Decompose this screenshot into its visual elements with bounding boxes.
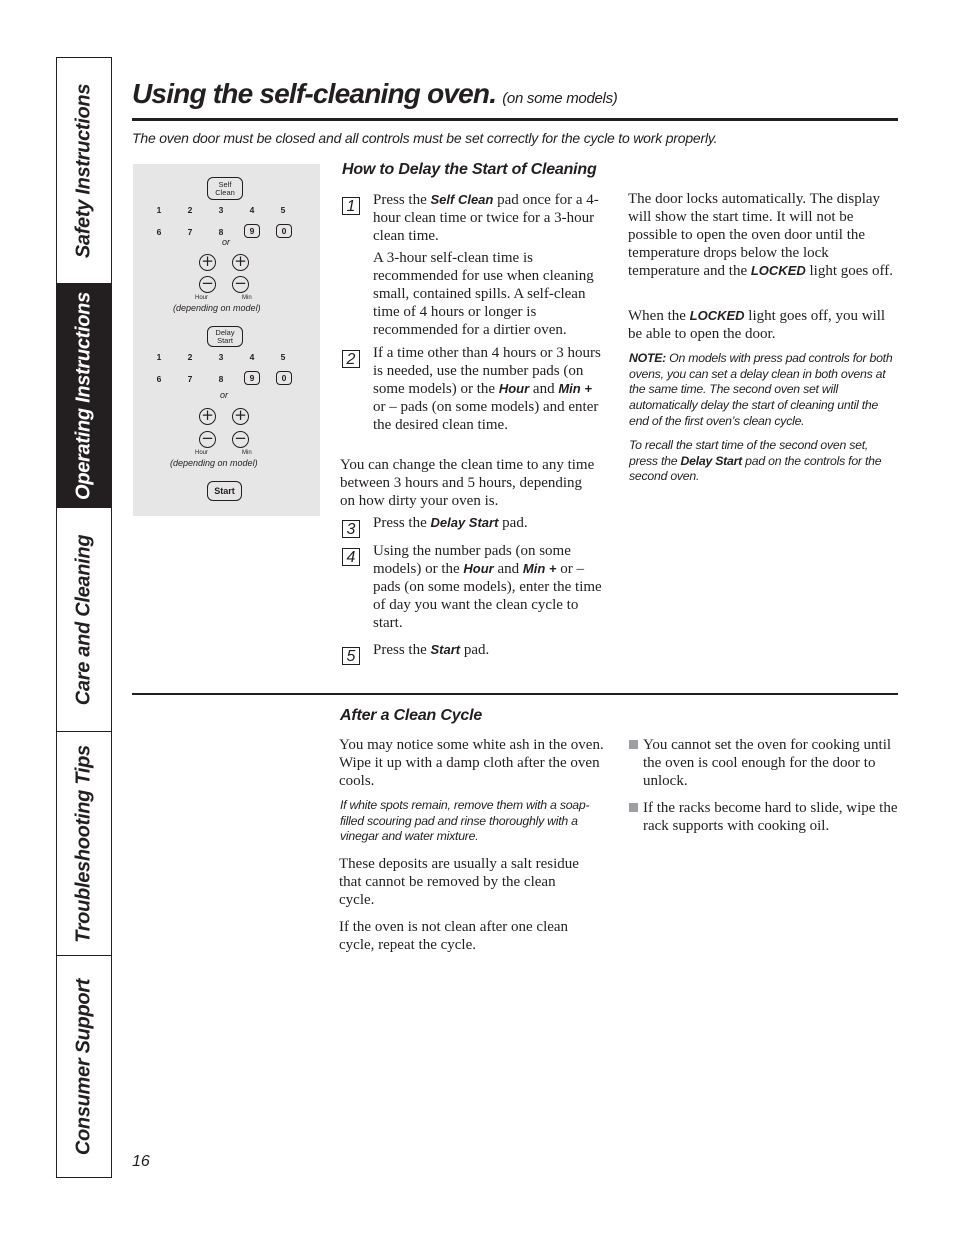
tab-safety-instructions[interactable] bbox=[57, 58, 111, 284]
minus-icon: − bbox=[232, 276, 249, 293]
bullet-cannot-set-text: You cannot set the oven for cooking until the oven is cool enough for the door to unlock. bbox=[643, 737, 892, 789]
plus-icon: + bbox=[199, 254, 216, 271]
text: pad once for a 4-hour clean time or twice for a 3-hour clean time. bbox=[373, 192, 599, 244]
minus-icon: − bbox=[232, 431, 249, 448]
delay-start-pad bbox=[207, 326, 243, 347]
text: pad. bbox=[498, 515, 528, 531]
emphasis: Hour bbox=[498, 381, 530, 396]
number-pad: 8 bbox=[218, 374, 224, 384]
emphasis: Hour bbox=[463, 561, 494, 576]
delay-heading: How to Delay the Start of Cleaning bbox=[342, 161, 597, 178]
step-number: 5 bbox=[342, 647, 360, 665]
side-tab-bar bbox=[56, 57, 112, 1178]
locked-light-text bbox=[628, 307, 896, 343]
or-label: or bbox=[220, 390, 229, 400]
minus-icon: − bbox=[199, 431, 216, 448]
tab-label: Safety Instructions bbox=[72, 83, 95, 258]
intro-text: The oven door must be closed and all controls must be set correctly for the cycle to work properly. bbox=[132, 130, 718, 146]
pad-label: Delay bbox=[215, 327, 235, 337]
text: Using the number pads (on some models) or the bbox=[373, 543, 571, 577]
emphasis: LOCKED bbox=[750, 263, 806, 278]
text: When the bbox=[628, 308, 690, 324]
text: or – pads (on some models) and enter the desired clean time. bbox=[373, 399, 599, 433]
plus-icon: + bbox=[232, 408, 249, 425]
number-pad: 7 bbox=[187, 374, 193, 384]
min-label: Min bbox=[242, 295, 252, 301]
deposits-text: These deposits are usually a salt residue that cannot be removed by the clean cycle. bbox=[339, 856, 579, 908]
page-number: 16 bbox=[132, 1153, 150, 1170]
pad-label: Start bbox=[217, 335, 233, 345]
number-pad: 5 bbox=[280, 205, 286, 215]
or-label: or bbox=[222, 237, 231, 247]
text: and bbox=[493, 561, 523, 577]
white-ash-text: You may notice some white ash in the oven. Wipe it up with a damp cloth after the oven cools. bbox=[339, 737, 604, 789]
step-1-text bbox=[373, 191, 601, 245]
step-number: 4 bbox=[342, 548, 360, 566]
number-pad: 9 bbox=[244, 224, 260, 238]
step-5-text bbox=[373, 641, 603, 659]
text: and bbox=[529, 381, 559, 397]
number-pad: 3 bbox=[218, 352, 224, 362]
number-pad: 6 bbox=[156, 227, 162, 237]
step-number: 2 bbox=[342, 350, 360, 368]
number-pad: 0 bbox=[276, 371, 292, 385]
white-spots-text: If white spots remain, remove them with a soap-filled scouring pad and rinse thoroughly with a vinegar and water mixture. bbox=[340, 798, 590, 844]
page-title-text: Using the self-cleaning oven. bbox=[132, 78, 497, 109]
number-pad: 1 bbox=[156, 352, 162, 362]
number-pad: 6 bbox=[156, 374, 162, 384]
tab-label: Consumer Support bbox=[72, 978, 95, 1155]
depending-on-model-label: (depending on model) bbox=[173, 303, 261, 313]
number-pad: 1 bbox=[156, 205, 162, 215]
note-label: NOTE: bbox=[629, 351, 667, 365]
tab-troubleshooting-tips[interactable] bbox=[57, 732, 111, 956]
page-title bbox=[132, 78, 617, 110]
text: Press the bbox=[373, 642, 431, 658]
emphasis: Min + bbox=[558, 381, 592, 396]
number-pad: 7 bbox=[187, 227, 193, 237]
plus-icon: + bbox=[232, 254, 249, 271]
text: On models with press pad controls for both ovens, you can set a delay clean in both ovens at the same time. The second oven set will automatically delay the start of cleaning until the end of the first oven’s clean cycle. bbox=[629, 351, 893, 428]
number-pad: 0 bbox=[276, 224, 292, 238]
pad-label: Self bbox=[218, 179, 232, 189]
number-pad: 4 bbox=[249, 205, 255, 215]
text: pad. bbox=[460, 642, 490, 658]
text: To recall the start time of the second oven set, press the bbox=[629, 438, 869, 468]
after-heading: After a Clean Cycle bbox=[340, 707, 483, 724]
number-pad: 3 bbox=[218, 205, 224, 215]
page-subtitle: (on some models) bbox=[502, 90, 618, 107]
plus-icon: + bbox=[199, 408, 216, 425]
tab-label: Care and Cleaning bbox=[72, 534, 95, 705]
tab-consumer-support[interactable] bbox=[57, 956, 111, 1177]
door-locks-text bbox=[628, 190, 898, 280]
bullet-racks-text: If the racks become hard to slide, wipe the rack supports with cooking oil. bbox=[643, 800, 898, 834]
tab-care-and-cleaning[interactable] bbox=[57, 508, 111, 732]
text: light goes off. bbox=[805, 263, 893, 279]
minus-icon: − bbox=[199, 276, 216, 293]
text: The door locks automatically. The display will show the start time. It will not be possible to open the oven door until the temperature drops below the lock temperature and the bbox=[628, 191, 881, 279]
text: If a time other than 4 hours or 3 hours is needed, use the number pads (on some models) or the bbox=[373, 345, 601, 397]
start-pad bbox=[207, 481, 242, 501]
number-pad: 4 bbox=[249, 352, 255, 362]
text: Press the bbox=[373, 192, 431, 208]
number-pad: 9 bbox=[244, 371, 260, 385]
number-pad: 5 bbox=[280, 352, 286, 362]
recall-text bbox=[629, 438, 897, 485]
step-1-detail: A 3-hour self-clean time is recommended for use when cleaning small, contained spills. A self-clean time of 4 hours or longer is recommended for a dirtier oven. bbox=[373, 250, 594, 338]
bullet-square-icon bbox=[629, 803, 638, 812]
note-text bbox=[629, 351, 897, 430]
self-clean-pad bbox=[207, 177, 243, 200]
number-pad: 2 bbox=[187, 352, 193, 362]
hour-label: Hour bbox=[195, 450, 209, 456]
emphasis: Delay Start bbox=[680, 453, 742, 468]
text: Press the bbox=[373, 515, 431, 531]
title-divider bbox=[132, 118, 898, 121]
emphasis: Start bbox=[430, 642, 461, 657]
step-2-text bbox=[373, 344, 607, 434]
text: light goes off, you will be able to open the door. bbox=[628, 308, 886, 342]
hour-label: Hour bbox=[195, 295, 209, 301]
pad-label: Clean bbox=[215, 187, 235, 197]
bullet-square-icon bbox=[629, 740, 638, 749]
number-pad: 2 bbox=[187, 205, 193, 215]
repeat-cycle-text: If the oven is not clean after one clean cycle, repeat the cycle. bbox=[339, 919, 569, 953]
pad-label: Start bbox=[214, 486, 235, 496]
step-number: 3 bbox=[342, 520, 360, 538]
emphasis: Self Clean bbox=[430, 192, 494, 207]
tab-label: Troubleshooting Tips bbox=[72, 744, 95, 943]
depending-on-model-label: (depending on model) bbox=[170, 458, 258, 468]
min-label: Min bbox=[242, 450, 252, 456]
step-3-text bbox=[373, 514, 603, 532]
emphasis: LOCKED bbox=[689, 308, 745, 323]
text: pad on the controls for the second oven. bbox=[629, 453, 882, 484]
control-panel-illustration bbox=[133, 164, 320, 516]
number-pad: 8 bbox=[218, 227, 224, 237]
section-divider bbox=[132, 693, 898, 695]
change-clean-time-text: You can change the clean time to any time between 3 hours and 5 hours, depending on how dirty your oven is. bbox=[340, 457, 595, 509]
emphasis: Min + bbox=[522, 561, 557, 576]
tab-operating-instructions[interactable] bbox=[57, 284, 111, 508]
step-4-text bbox=[373, 542, 607, 632]
tab-label: Operating Instructions bbox=[72, 291, 95, 500]
emphasis: Delay Start bbox=[430, 515, 499, 530]
text: or – pads (on some models), enter the time of day you want the clean cycle to start. bbox=[373, 561, 602, 631]
step-number: 1 bbox=[342, 197, 360, 215]
